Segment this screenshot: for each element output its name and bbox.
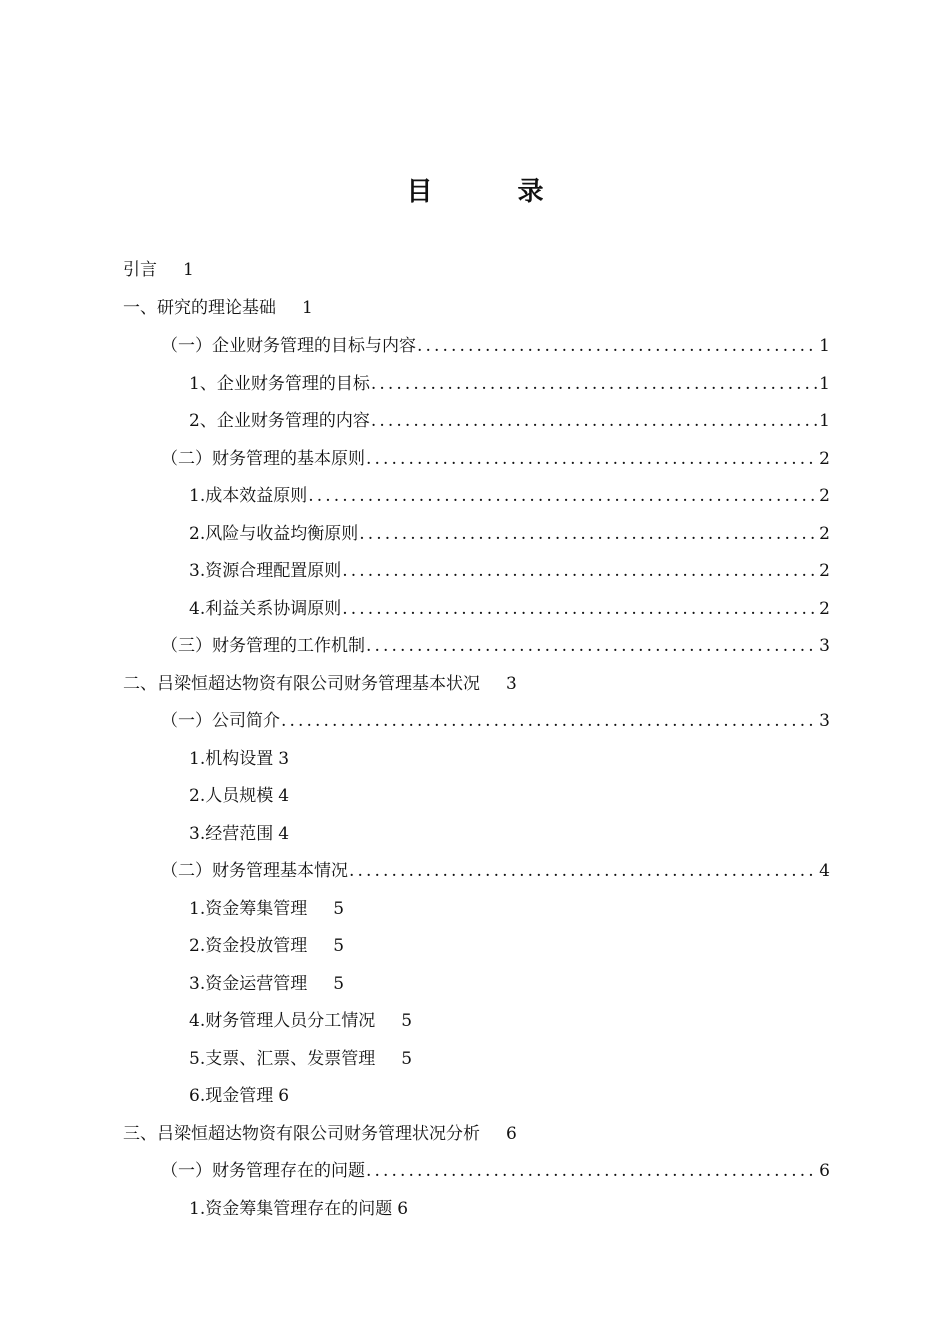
- toc-entry-subsection[interactable]: [189, 1191, 408, 1228]
- dot-leader: [341, 553, 817, 590]
- toc-entry-section-1-3[interactable]: [161, 628, 830, 665]
- dot-leader: [370, 403, 817, 440]
- toc-entry-section-1-2[interactable]: [161, 441, 830, 478]
- toc-entry-label: 2、企业财务管理的内容: [189, 411, 370, 431]
- toc-page-number: 4: [278, 786, 290, 806]
- toc-page-number: 6: [819, 1161, 830, 1181]
- toc-page-number: 2: [819, 599, 830, 619]
- toc-entry-subsection[interactable]: [189, 778, 289, 815]
- dot-leader: [365, 628, 817, 665]
- toc-entry-introduction[interactable]: [123, 252, 194, 289]
- toc-entry-label: 4.财务管理人员分工情况: [189, 1011, 376, 1031]
- toc-page-number: 6: [506, 1124, 517, 1144]
- toc-entry-label: （二）财务管理的基本原则: [161, 449, 365, 469]
- toc-page-number: 1: [302, 298, 313, 318]
- toc-entry-subsection[interactable]: [189, 553, 830, 590]
- toc-page-number: 6: [278, 1086, 290, 1106]
- dot-leader: [307, 478, 817, 515]
- toc-entry-label: 3.经营范围: [189, 824, 274, 844]
- toc-page-number: 2: [819, 449, 830, 469]
- toc-entry-subsection[interactable]: [189, 1003, 412, 1040]
- toc-entry-label: 3.资源合理配置原则: [189, 561, 342, 581]
- toc-entry-label: 3.资金运营管理: [189, 974, 308, 994]
- toc-entry-subsection[interactable]: [189, 1041, 412, 1078]
- toc-entry-label: （一）公司简介: [161, 711, 280, 731]
- toc-entry-subsection[interactable]: [189, 591, 830, 628]
- toc-entry-label: 二、吕梁恒超达物资有限公司财务管理基本状况: [123, 674, 480, 694]
- toc-page-number: 4: [819, 861, 830, 881]
- toc-entry-subsection[interactable]: [189, 966, 344, 1003]
- toc-page-number: 1: [183, 260, 194, 280]
- toc-entry-subsection[interactable]: [189, 816, 289, 853]
- toc-entry-chapter-3[interactable]: [123, 1116, 517, 1153]
- toc-entry-label: （一）企业财务管理的目标与内容: [161, 336, 416, 356]
- toc-page-number: 3: [278, 749, 290, 769]
- toc-entry-label: （三）财务管理的工作机制: [161, 636, 365, 656]
- dot-leader: [341, 591, 817, 628]
- toc-entry-label: 引言: [123, 260, 157, 280]
- dot-leader: [365, 441, 817, 478]
- toc-entry-subsection[interactable]: [189, 516, 830, 553]
- toc-page-number: 5: [401, 1011, 413, 1031]
- toc-page-number: 1: [819, 411, 830, 431]
- toc-entry-subsection[interactable]: [189, 366, 830, 403]
- toc-entry-label: （二）财务管理基本情况: [161, 861, 348, 881]
- toc-entry-section-1-1[interactable]: [161, 328, 830, 365]
- toc-page-number: 4: [278, 824, 290, 844]
- dot-leader: [370, 366, 817, 403]
- toc-entry-subsection[interactable]: [189, 741, 289, 778]
- toc-entry-subsection[interactable]: [189, 928, 344, 965]
- toc-entry-label: 2.风险与收益均衡原则: [189, 524, 359, 544]
- toc-page-number: 6: [397, 1199, 409, 1219]
- toc-page-number: 1: [819, 374, 830, 394]
- toc-entry-label: 2.资金投放管理: [189, 936, 308, 956]
- toc-page-number: 3: [506, 674, 517, 694]
- toc-page-number: 5: [333, 936, 345, 956]
- toc-entry-label: （一）财务管理存在的问题: [161, 1161, 365, 1181]
- toc-page-number: 3: [819, 636, 830, 656]
- toc-entry-label: 1.资金筹集管理存在的问题: [189, 1199, 393, 1219]
- dot-leader: [365, 1153, 817, 1190]
- dot-leader: [416, 328, 817, 365]
- toc-entry-subsection[interactable]: [189, 891, 344, 928]
- toc-page-number: 3: [819, 711, 830, 731]
- toc-page-number: 5: [333, 899, 345, 919]
- page-title: 目 录: [406, 177, 582, 207]
- toc-entry-chapter-2[interactable]: [123, 666, 517, 703]
- dot-leader: [358, 516, 817, 553]
- toc-entry-chapter-1[interactable]: [123, 290, 313, 327]
- toc-entry-label: 一、研究的理论基础: [123, 298, 276, 318]
- toc-page-number: 1: [819, 336, 830, 356]
- toc-entry-section-2-2[interactable]: [161, 853, 830, 890]
- toc-entry-label: 1.资金筹集管理: [189, 899, 308, 919]
- toc-entry-label: 三、吕梁恒超达物资有限公司财务管理状况分析: [123, 1124, 480, 1144]
- toc-page-number: 5: [333, 974, 345, 994]
- toc-page-number: 2: [819, 486, 830, 506]
- toc-entry-subsection[interactable]: [189, 478, 830, 515]
- toc-entry-subsection[interactable]: [189, 1078, 289, 1115]
- toc-entry-label: 5.支票、汇票、发票管理: [189, 1049, 376, 1069]
- toc-entry-label: 1.成本效益原则: [189, 486, 308, 506]
- toc-entry-section-2-1[interactable]: [161, 703, 830, 740]
- dot-leader: [280, 703, 817, 740]
- toc-entry-subsection[interactable]: [189, 403, 830, 440]
- toc-entry-label: 6.现金管理: [189, 1086, 274, 1106]
- dot-leader: [348, 853, 817, 890]
- toc-page-number: 2: [819, 561, 830, 581]
- toc-page-number: 5: [401, 1049, 413, 1069]
- toc-entry-section-3-1[interactable]: [161, 1153, 830, 1190]
- toc-entry-label: 4.利益关系协调原则: [189, 599, 342, 619]
- toc-page-number: 2: [819, 524, 830, 544]
- toc-entry-label: 2.人员规模: [189, 786, 274, 806]
- toc-entry-label: 1、企业财务管理的目标: [189, 374, 370, 394]
- toc-entry-label: 1.机构设置: [189, 749, 274, 769]
